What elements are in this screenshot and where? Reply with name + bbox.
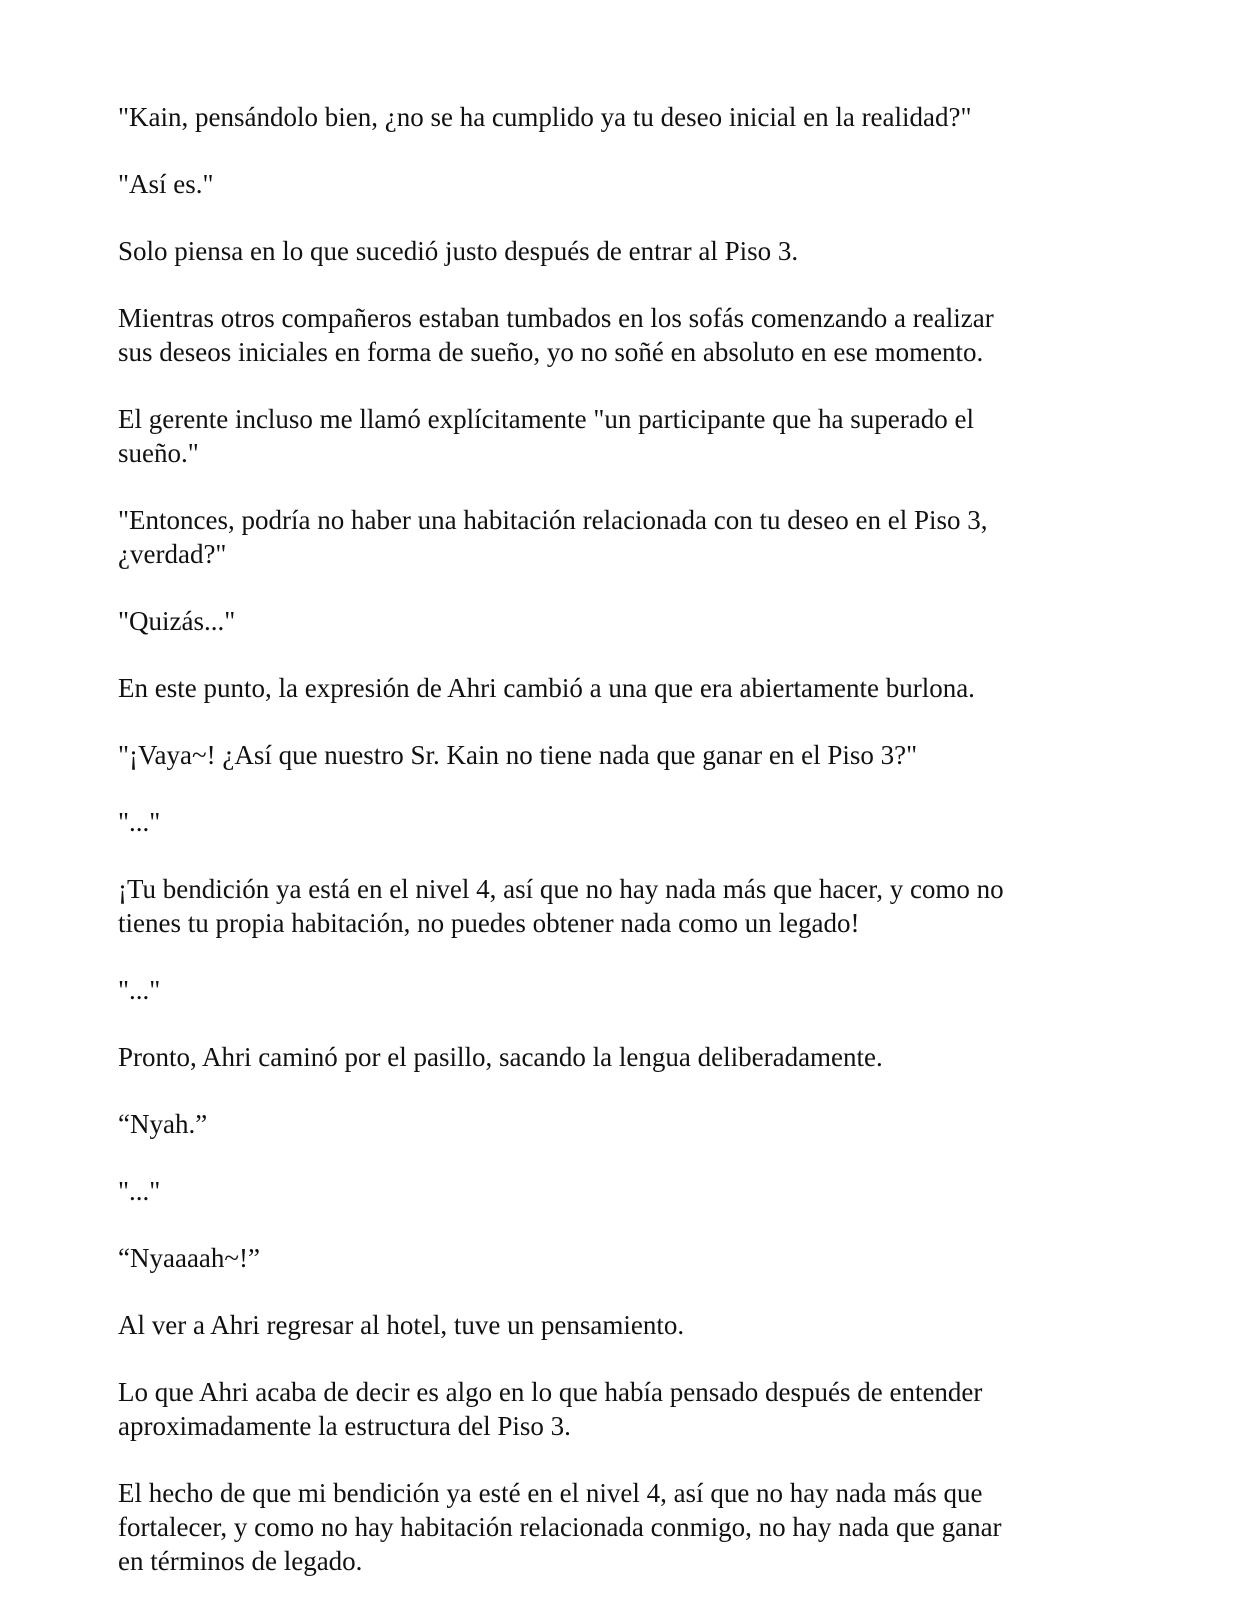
text-line: "Así es." xyxy=(118,169,214,199)
text-line: El gerente incluso me llamó explícitamente "un participante que ha superado el xyxy=(118,404,974,434)
text-line: “Nyaaaah~!” xyxy=(118,1243,261,1273)
text-line: en términos de legado. xyxy=(118,1546,363,1576)
paragraph xyxy=(118,671,1128,705)
text-line: En este punto, la expresión de Ahri cambió a una que era abiertamente burlona. xyxy=(118,673,975,703)
text-line: ¡Tu bendición ya está en el nivel 4, así que no hay nada más que hacer, y como no xyxy=(118,874,1004,904)
paragraph xyxy=(118,1241,1128,1275)
text-line: "..." xyxy=(118,975,161,1005)
paragraph xyxy=(118,402,1128,470)
text-line: "..." xyxy=(118,807,161,837)
text-line: Al ver a Ahri regresar al hotel, tuve un pensamiento. xyxy=(118,1310,685,1340)
text-line: tienes tu propia habitación, no puedes obtener nada como un legado! xyxy=(118,908,860,938)
text-line: sus deseos iniciales en forma de sueño, yo no soñé en absoluto en ese momento. xyxy=(118,337,984,367)
text-line: Mientras otros compañeros estaban tumbados en los sofás comenzando a realizar xyxy=(118,303,994,333)
paragraph xyxy=(118,805,1128,839)
paragraph xyxy=(118,1174,1128,1208)
document-body xyxy=(118,100,1128,1611)
paragraph xyxy=(118,1308,1128,1342)
paragraph xyxy=(118,872,1128,940)
paragraph xyxy=(118,604,1128,638)
paragraph xyxy=(118,1476,1128,1578)
paragraph xyxy=(118,100,1128,134)
text-line: “Nyah.” xyxy=(118,1109,208,1139)
text-line: fortalecer, y como no hay habitación relacionada conmigo, no hay nada que ganar xyxy=(118,1512,1002,1542)
text-line: Pronto, Ahri caminó por el pasillo, sacando la lengua deliberadamente. xyxy=(118,1042,883,1072)
paragraph xyxy=(118,234,1128,268)
paragraph xyxy=(118,1040,1128,1074)
paragraph xyxy=(118,167,1128,201)
text-line: Solo piensa en lo que sucedió justo después de entrar al Piso 3. xyxy=(118,236,799,266)
text-line: "¡Vaya~! ¿Así que nuestro Sr. Kain no tiene nada que ganar en el Piso 3?" xyxy=(118,740,918,770)
text-line: "Quizás..." xyxy=(118,606,236,636)
paragraph xyxy=(118,1375,1128,1443)
paragraph xyxy=(118,503,1128,571)
text-line: "Kain, pensándolo bien, ¿no se ha cumplido ya tu deseo inicial en la realidad?" xyxy=(118,102,972,132)
text-line: "..." xyxy=(118,1176,161,1206)
text-line: ¿verdad?" xyxy=(118,539,227,569)
paragraph xyxy=(118,301,1128,369)
paragraph xyxy=(118,738,1128,772)
paragraph xyxy=(118,973,1128,1007)
text-line: Lo que Ahri acaba de decir es algo en lo que había pensado después de entender xyxy=(118,1377,983,1407)
text-line: sueño." xyxy=(118,438,199,468)
paragraph xyxy=(118,1107,1128,1141)
text-line: El hecho de que mi bendición ya esté en el nivel 4, así que no hay nada más que xyxy=(118,1478,983,1508)
text-line: aproximadamente la estructura del Piso 3. xyxy=(118,1411,571,1441)
text-line: "Entonces, podría no haber una habitación relacionada con tu deseo en el Piso 3, xyxy=(118,505,988,535)
